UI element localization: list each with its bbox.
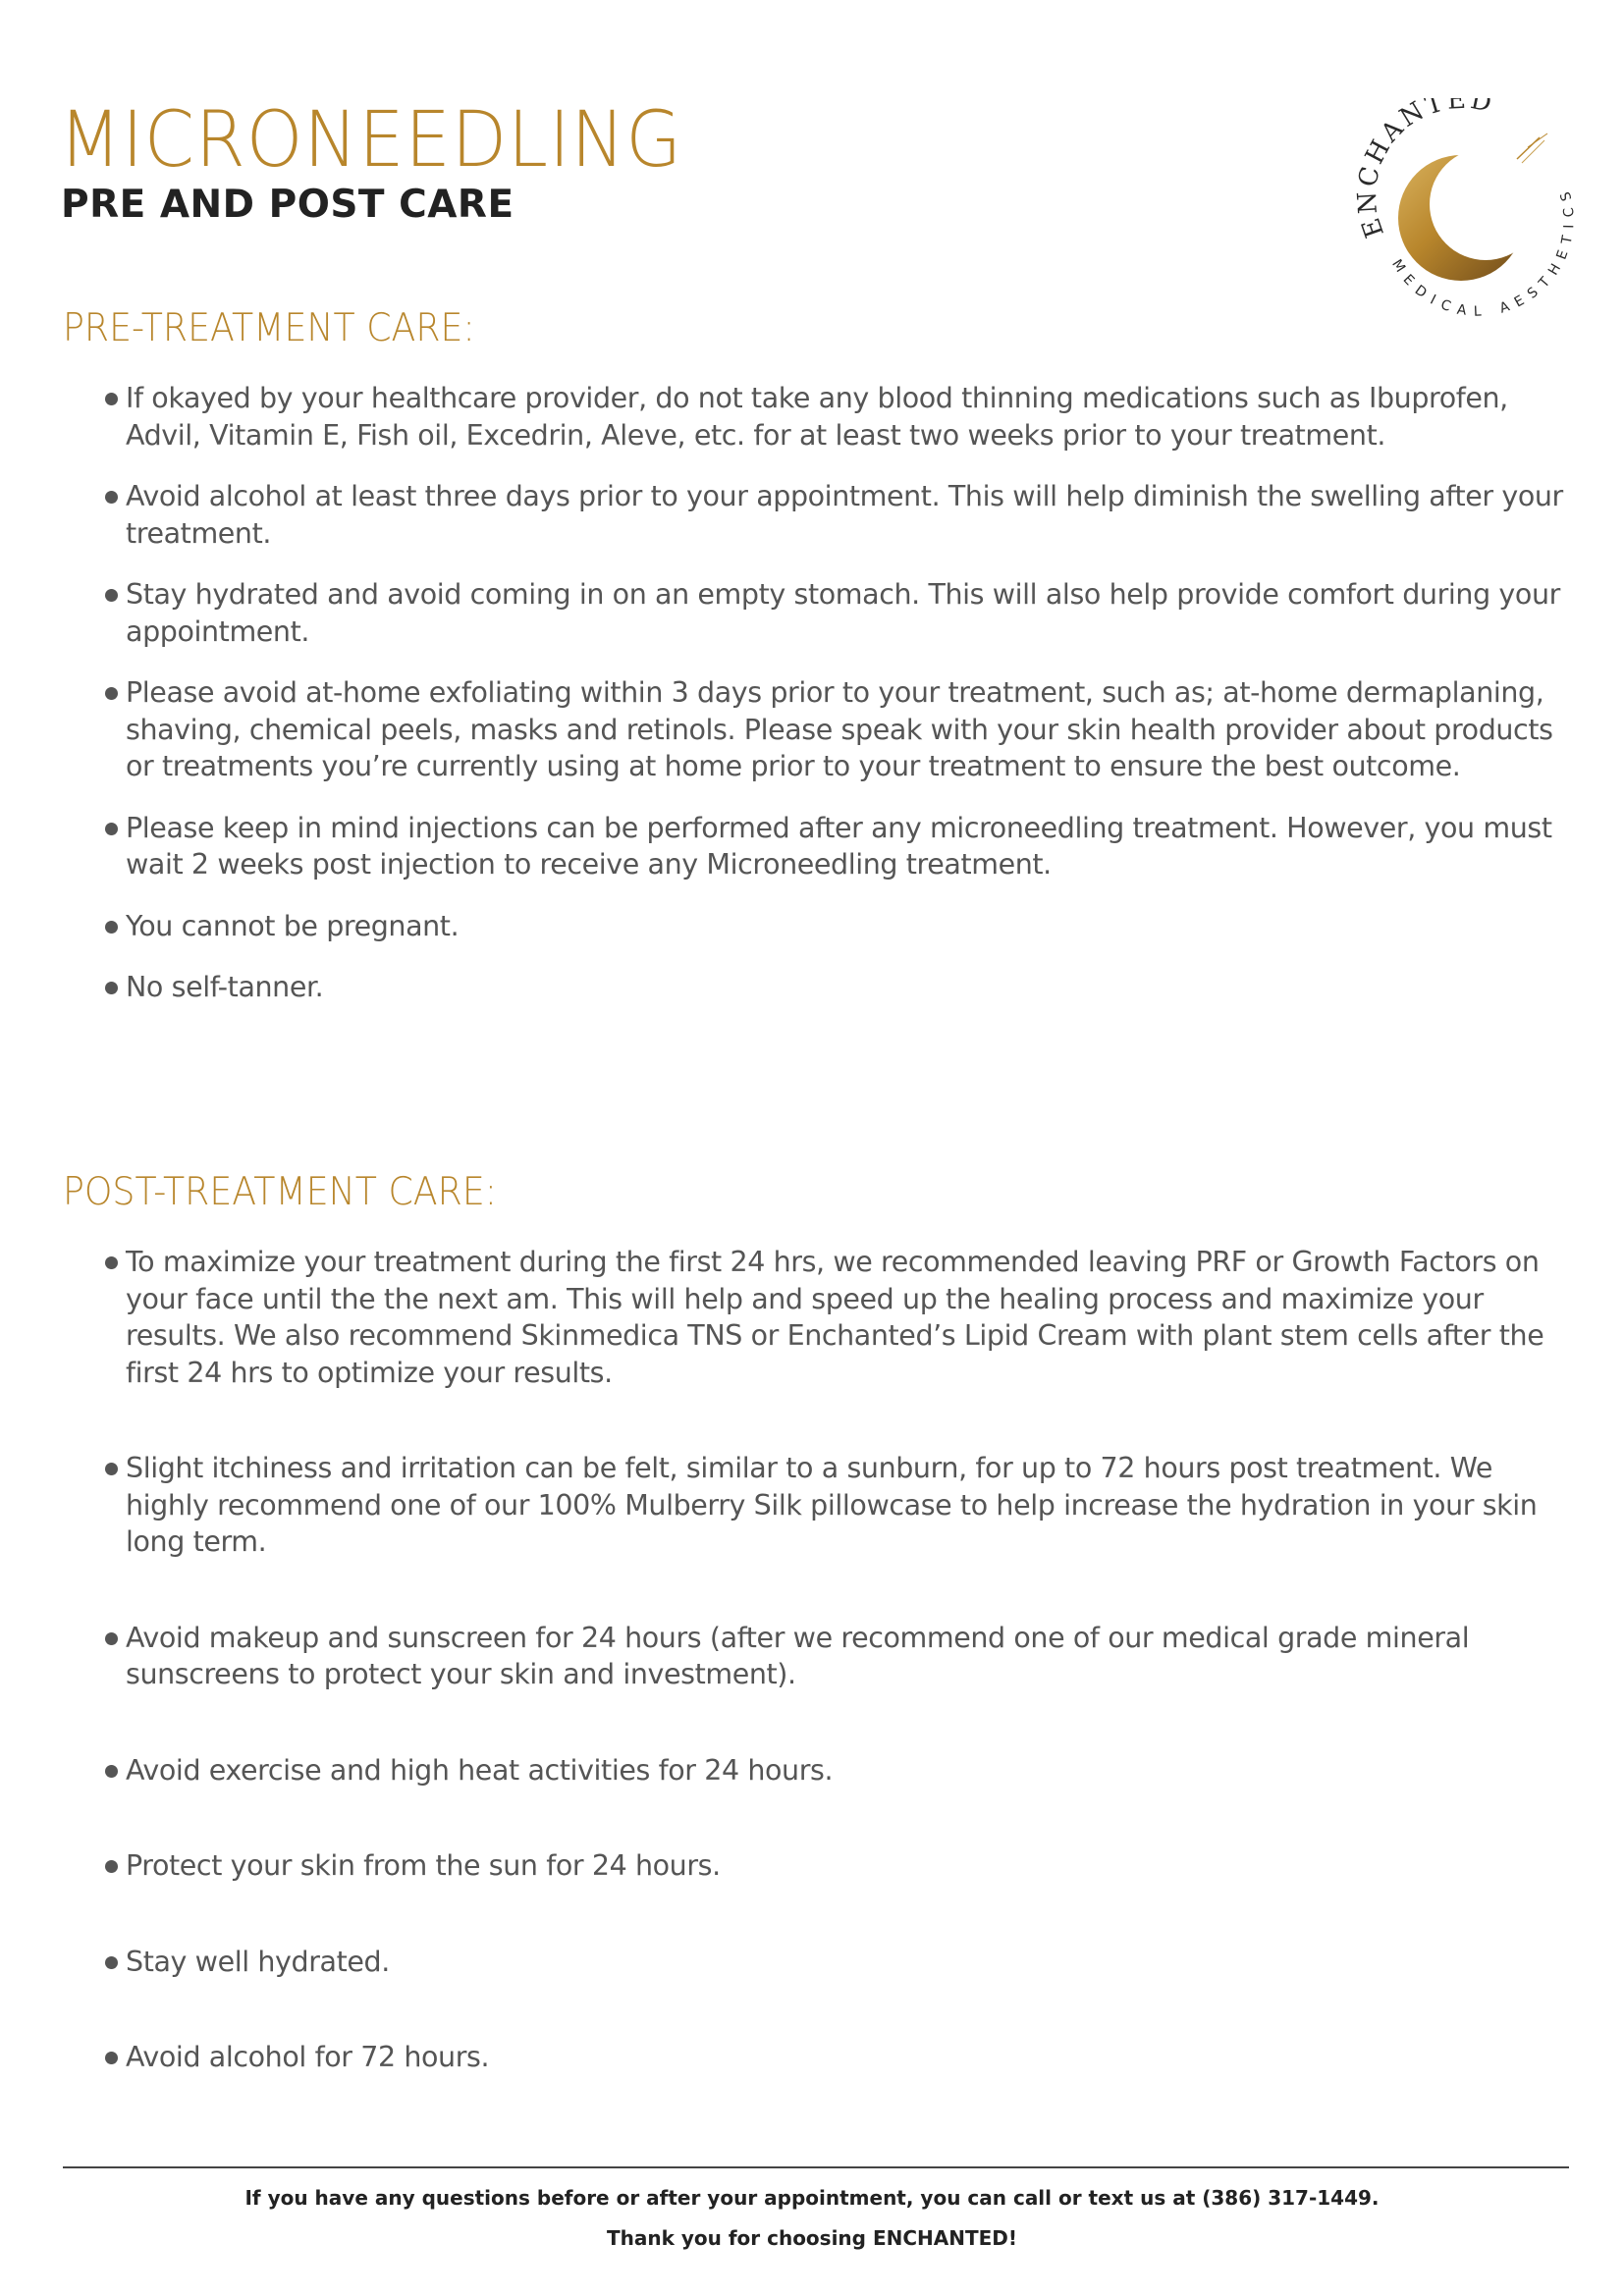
bullet-icon	[105, 1860, 118, 1873]
list-item-text: Avoid alcohol for 72 hours.	[126, 2041, 490, 2073]
list-item-text: To maximize your treatment during the first 24 hrs, we recommended leaving PRF or Growth Factors on your face until the the next am. This will help and speed up the healing process and maximize your results. We also recommend Skinmedica TNS or Enchanted’s Lipid Cream with plant stem cells after the first 24 hrs to optimize your results.	[126, 1246, 1544, 1389]
logo-brand-text: ENCHANTED	[1352, 98, 1497, 241]
post-treatment-heading: POST-TREATMENT CARE:	[63, 1170, 497, 1214]
list-item-text: If okayed by your healthcare provider, do not take any blood thinning medications such as Ibuprofen, Advil, Vitamin E, Fish oil, Excedrin, Aleve, etc. for at least two weeks prior to your treatment.	[126, 382, 1508, 452]
bullet-icon	[105, 1463, 118, 1475]
bullet-icon	[105, 982, 118, 994]
list-item	[102, 576, 1575, 650]
footer-divider	[63, 2166, 1569, 2168]
list-item-text: Please avoid at-home exfoliating within 3 days prior to your treatment, such as; at-home dermaplaning, shaving, chemical peels, masks and retinols. Please speak with your skin health provider about products or treatments you’re currently using at home prior to your treatment to ensure the best outcome.	[126, 676, 1553, 782]
footer-thanks-text: Thank you for choosing ENCHANTED!	[606, 2226, 1018, 2250]
list-item-text: Slight itchiness and irritation can be felt, similar to a sunburn, for up to 72 hours post treatment. We highly recommend one of our 100% Mulberry Silk pillowcase to help increase the hydration in your skin long term.	[126, 1452, 1538, 1558]
list-item	[102, 1847, 1575, 1885]
list-item-text: Stay hydrated and avoid coming in on an empty stomach. This will also help provide comfort during your appointment.	[126, 578, 1560, 648]
bullet-icon	[105, 1632, 118, 1645]
list-item	[102, 674, 1575, 785]
pre-treatment-heading: PRE-TREATMENT CARE:	[63, 306, 475, 350]
logo-tagline-text: MEDICAL AESTHETICS	[1388, 182, 1578, 320]
list-item	[102, 810, 1575, 883]
list-item-text: No self-tanner.	[126, 971, 324, 1003]
bullet-icon	[105, 393, 118, 405]
list-item-text: You cannot be pregnant.	[126, 909, 460, 942]
list-item	[102, 1450, 1575, 1561]
bullet-icon	[105, 2052, 118, 2064]
page-title: MICRONEEDLING	[59, 96, 683, 185]
list-item	[102, 2039, 1575, 2076]
bullet-icon	[105, 1256, 118, 1269]
list-item-text: Avoid makeup and sunscreen for 24 hours (after we recommend one of our medical grade mineral sunscreens to protect your skin and investment).	[126, 1621, 1470, 1690]
list-item	[102, 969, 1575, 1006]
list-item	[102, 1620, 1575, 1693]
bullet-icon	[105, 589, 118, 602]
pre-treatment-list	[102, 380, 1575, 1031]
bullet-icon	[105, 687, 118, 700]
list-item-text: Avoid exercise and high heat activities for 24 hours.	[126, 1753, 834, 1787]
page-subtitle: PRE AND POST CARE	[61, 183, 514, 227]
bullet-icon	[105, 491, 118, 504]
list-item	[102, 1944, 1575, 1981]
list-item	[102, 478, 1575, 552]
bullet-icon	[105, 823, 118, 835]
list-item	[102, 1752, 1575, 1789]
post-treatment-list	[102, 1244, 1575, 2135]
list-item	[102, 908, 1575, 945]
footer-contact-text: If you have any questions before or after your appointment, you can call or text us at (386) 317-1449.	[244, 2186, 1380, 2210]
list-item-text: Stay well hydrated.	[126, 1945, 390, 1978]
brand-logo	[1345, 98, 1581, 324]
bullet-icon	[105, 1765, 118, 1778]
list-item	[102, 1244, 1575, 1391]
bullet-icon	[105, 1956, 118, 1969]
list-item-text: Protect your skin from the sun for 24 hours.	[126, 1849, 721, 1882]
list-item-text: Avoid alcohol at least three days prior to your appointment. This will help diminish the swelling after your treatment.	[126, 480, 1563, 550]
list-item	[102, 380, 1575, 454]
list-item-text: Please keep in mind injections can be performed after any microneedling treatment. However, you must wait 2 weeks post injection to receive any Microneedling treatment.	[126, 811, 1552, 881]
bullet-icon	[105, 921, 118, 934]
crescent-moon-icon	[1345, 98, 1581, 324]
